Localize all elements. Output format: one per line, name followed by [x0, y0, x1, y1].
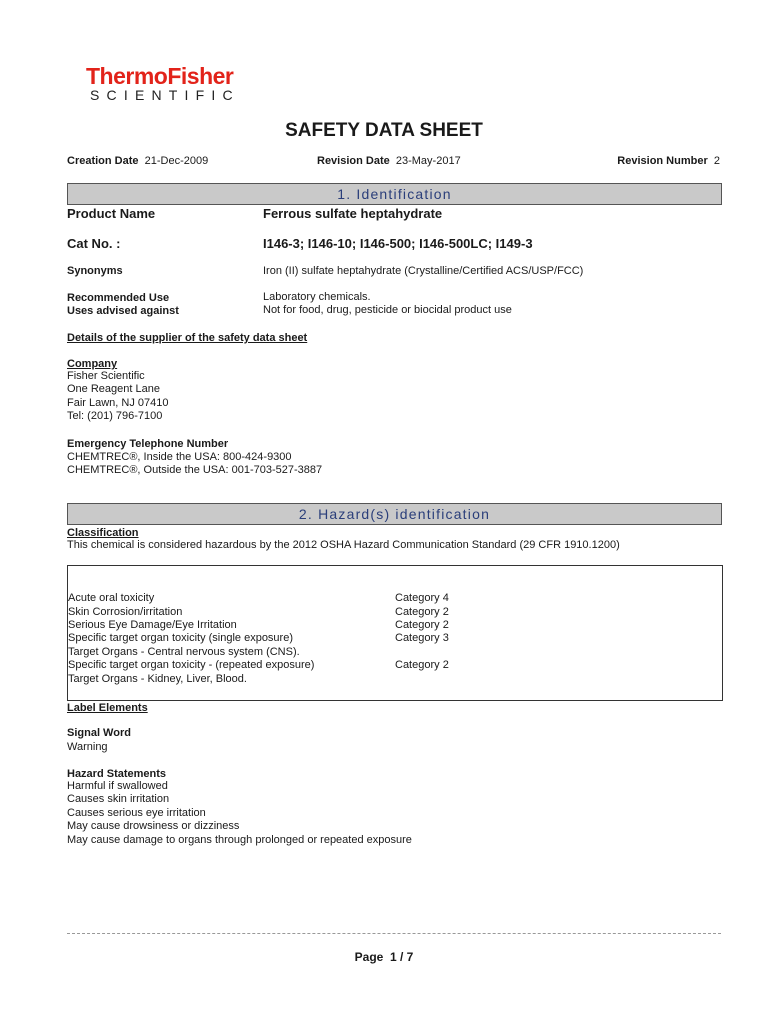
- section-1-header: 1. Identification: [67, 183, 722, 205]
- emergency-line: CHEMTREC®, Outside the USA: 001-703-527-3887: [67, 464, 323, 477]
- company-label: Company: [67, 358, 118, 370]
- revision-date: [317, 155, 461, 167]
- company-line: Fisher Scientific: [67, 370, 145, 382]
- hazard-name: Specific target organ toxicity - (repeated exposure): [68, 659, 315, 671]
- hazard-classification-box: [67, 565, 723, 701]
- creation-date: [67, 155, 208, 167]
- emergency-line: CHEMTREC®, Inside the USA: 800-424-9300: [67, 451, 292, 463]
- cat-no-value: I146-3; I146-10; I146-500; I146-500LC; I149-3: [263, 236, 533, 251]
- document-title: SAFETY DATA SHEET: [285, 120, 483, 141]
- emergency-phone-lines: [67, 451, 322, 478]
- company-line: Tel: (201) 796-7100: [67, 410, 163, 423]
- product-name-label: Product Name: [67, 206, 156, 221]
- hazard-statement: May cause damage to organs through prolonged or repeated exposure: [67, 833, 412, 846]
- emergency-phone-label: Emergency Telephone Number: [67, 438, 229, 450]
- revision-date-value: 23-May-2017: [395, 155, 461, 167]
- hazard-statement: Causes skin irritation: [67, 793, 170, 806]
- supplier-details-heading: Details of the supplier of the safety data sheet: [67, 332, 308, 344]
- uses-advised-against-value: Not for food, drug, pesticide or biocidal product use: [263, 304, 512, 316]
- page-number: [0, 950, 768, 964]
- company-line: Fair Lawn, NJ 07410: [67, 396, 169, 409]
- hazard-statement: Causes serious eye irritation: [67, 806, 206, 819]
- hazard-name: Target Organs - Kidney, Liver, Blood.: [68, 673, 247, 685]
- logo-thermofisher: ThermoFisher: [86, 63, 234, 89]
- revision-number-label: Revision Number: [617, 155, 708, 167]
- company-address: [67, 370, 169, 424]
- hazard-name: Acute oral toxicity: [68, 592, 155, 604]
- signal-word-value: Warning: [67, 741, 108, 753]
- classification-text: This chemical is considered hazardous by the 2012 OSHA Hazard Communication Standard (29 CFR 1910.1200): [67, 539, 620, 551]
- synonyms-value: Iron (II) sulfate heptahydrate (Crystalline/Certified ACS/USP/FCC): [263, 265, 584, 277]
- creation-date-label: Creation Date: [67, 155, 139, 167]
- footer-divider: [67, 933, 721, 934]
- uses-advised-against-label: Uses advised against: [67, 305, 179, 317]
- company-line: One Reagent Lane: [67, 383, 160, 396]
- classification-label: Classification: [67, 527, 139, 539]
- hazard-statements-list: [67, 780, 412, 847]
- signal-word-label: Signal Word: [67, 727, 131, 739]
- hazard-name: Target Organs - Central nervous system (CNS).: [68, 646, 300, 658]
- hazard-name: Skin Corrosion/irritation: [68, 606, 183, 618]
- revision-number-value: 2: [713, 155, 720, 167]
- recommended-use-value: Laboratory chemicals.: [263, 291, 371, 303]
- revision-date-label: Revision Date: [317, 155, 390, 167]
- revision-number: [617, 155, 720, 167]
- hazard-category: Category 2: [395, 619, 449, 631]
- section-2-header: 2. Hazard(s) identification: [67, 503, 722, 525]
- creation-date-value: 21-Dec-2009: [144, 155, 209, 167]
- logo-scientific: SCIENTIFIC: [90, 87, 240, 103]
- hazard-category: Category 4: [395, 592, 449, 604]
- product-name-value: Ferrous sulfate heptahydrate: [263, 206, 443, 221]
- page-value: 1 / 7: [390, 950, 414, 964]
- hazard-name: Serious Eye Damage/Eye Irritation: [68, 619, 237, 631]
- hazard-category: Category 2: [395, 606, 449, 618]
- hazard-category: Category 2: [395, 659, 449, 671]
- hazard-category: Category 3: [395, 632, 449, 644]
- hazard-statement: May cause drowsiness or dizziness: [67, 820, 240, 833]
- hazard-statements-label: Hazard Statements: [67, 768, 167, 780]
- cat-no-label: Cat No. :: [67, 236, 121, 251]
- page-label: Page: [354, 950, 384, 964]
- recommended-use-label: Recommended Use: [67, 292, 170, 304]
- label-elements-label: Label Elements: [67, 702, 148, 714]
- synonyms-label: Synonyms: [67, 265, 123, 277]
- hazard-statement: Harmful if swallowed: [67, 780, 168, 792]
- hazard-name: Specific target organ toxicity (single exposure): [68, 632, 293, 644]
